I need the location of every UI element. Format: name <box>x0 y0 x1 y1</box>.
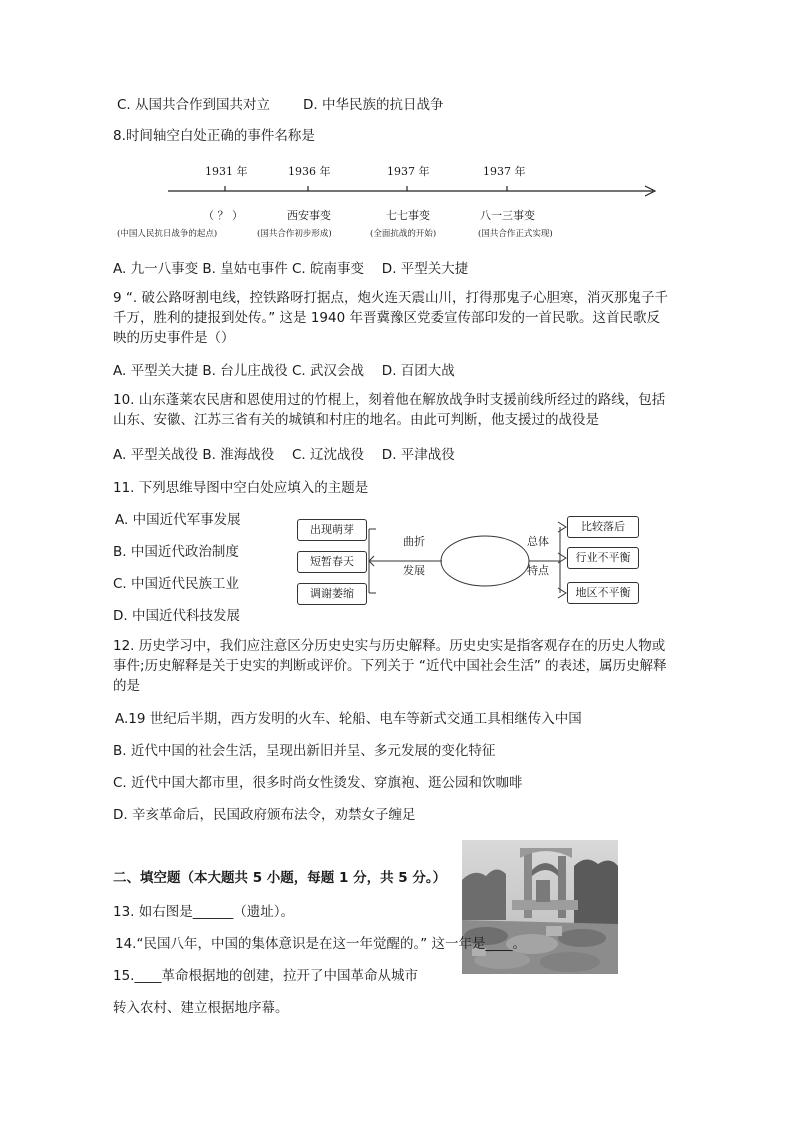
timeline-event-2: 西安事变 <box>287 209 331 222</box>
timeline-note-4: (国共合作正式实现) <box>478 229 553 239</box>
timeline-note-1: (中国人民抗日战争的起点) <box>117 229 218 239</box>
mindmap-left-label-2: 发展 <box>403 564 425 577</box>
q14-text: 14.“民国八年，中国的集体意识是在这一年觉醒的。” 这一年是____。 <box>115 936 526 952</box>
q12-option-a: A.19 世纪后半期，西方发明的火车、轮船、电车等新式交通工具相继传入中国 <box>115 711 582 727</box>
q8-stem: 8.时间轴空白处正确的事件名称是 <box>113 128 315 144</box>
q10-options: A. 平型关战役 B. 淮海战役 C. 辽沈战役 D. 平津战役 <box>113 447 455 463</box>
timeline-event-3: 七七事变 <box>386 209 430 222</box>
timeline-event-1: （ ？ ） <box>203 209 243 222</box>
q11-option-b: B. 中国近代政治制度 <box>113 544 239 560</box>
q10-stem: 10. 山东蓬莱农民唐和恩使用过的竹棍上，刻着他在解放战争时支援前线所经过的路线，包括山东、安徽、江苏三省有关的城镇和村庄的地名。由此可判断，他支援过的战役是 <box>113 392 666 428</box>
timeline-year-3: 1937 年 <box>387 165 430 178</box>
q12-option-b: B. 近代中国的社会生活，呈现出新旧并呈、多元发展的变化特征 <box>113 743 496 759</box>
ruins-photo <box>462 840 618 974</box>
mindmap-right-box-1: 比较落后 <box>567 516 639 538</box>
mindmap-right-box-3: 地区不平衡 <box>567 582 639 604</box>
q7-option-c: C. 从国共合作到国共对立 <box>117 97 271 113</box>
q11-option-c: C. 中国近代民族工业 <box>113 576 240 592</box>
q13-text: 13. 如右图是______（遗址）。 <box>113 904 295 920</box>
mindmap-left-box-3: 调谢萎缩 <box>297 583 367 605</box>
mindmap-diagram <box>296 514 641 606</box>
q15-line-1: 15.____革命根据地的创建，拉开了中国革命从城市 <box>113 968 418 984</box>
q9-stem: 9 “. 破公路呀割电线，控铁路呀打据点，炮火连天震山川，打得那鬼子心胆寒，消灭那鬼子千千万，胜利的捷报到处传。” 这是 1940 年晋冀豫区党委宣传部印发的一首民歌。这首民歌反映的历史事件是（） <box>113 290 668 346</box>
mindmap-right-box-2: 行业不平衡 <box>567 547 639 569</box>
q12-option-d: D. 辛亥革命后，民国政府颁布法令，劝禁女子缠足 <box>113 807 416 823</box>
q15-line-2: 转入农村、建立根据地序幕。 <box>113 1000 289 1016</box>
q11-option-d: D. 中国近代科技发展 <box>113 608 240 624</box>
q11-option-a: A. 中国近代军事发展 <box>115 512 241 528</box>
q11-stem: 11. 下列思维导图中空白处应填入的主题是 <box>113 480 369 496</box>
timeline-note-3: (全面抗战的开始) <box>370 229 437 239</box>
timeline-year-2: 1936 年 <box>288 165 331 178</box>
mindmap-left-box-1: 出现萌芽 <box>297 519 367 541</box>
q12-stem: 12. 历史学习中，我们应注意区分历史史实与历史解释。历史史实是指客观存在的历史人物或事件;历史解释是关于史实的判断或评价。下列关于 “近代中国社会生活” 的表述，属历史解释的是 <box>113 638 667 694</box>
timeline-diagram <box>115 155 665 245</box>
mindmap-right-label-1: 总体 <box>527 535 549 548</box>
q12-option-c: C. 近代中国大都市里，很多时尚女性烫发、穿旗袍、逛公园和饮咖啡 <box>113 775 523 791</box>
q7-option-d: D. 中华民族的抗日战争 <box>303 97 444 113</box>
timeline-year-1: 1931 年 <box>205 165 248 178</box>
timeline-event-4: 八一三事变 <box>480 209 535 222</box>
mindmap-left-box-2: 短暂春天 <box>297 551 367 573</box>
section2-title: 二、填空题（本大题共 5 小题，每题 1 分，共 5 分。） <box>113 870 447 886</box>
timeline-note-2: (国共合作初步形成) <box>257 229 332 239</box>
mindmap-right-label-2: 特点 <box>527 564 549 577</box>
mindmap-left-label-1: 曲折 <box>403 535 425 548</box>
q9-options: A. 平型关大捷 B. 台儿庄战役 C. 武汉会战 D. 百团大战 <box>113 363 455 379</box>
q8-options: A. 九一八事变 B. 皇姑屯事件 C. 皖南事变 D. 平型关大捷 <box>113 261 469 277</box>
timeline-year-4: 1937 年 <box>483 165 526 178</box>
